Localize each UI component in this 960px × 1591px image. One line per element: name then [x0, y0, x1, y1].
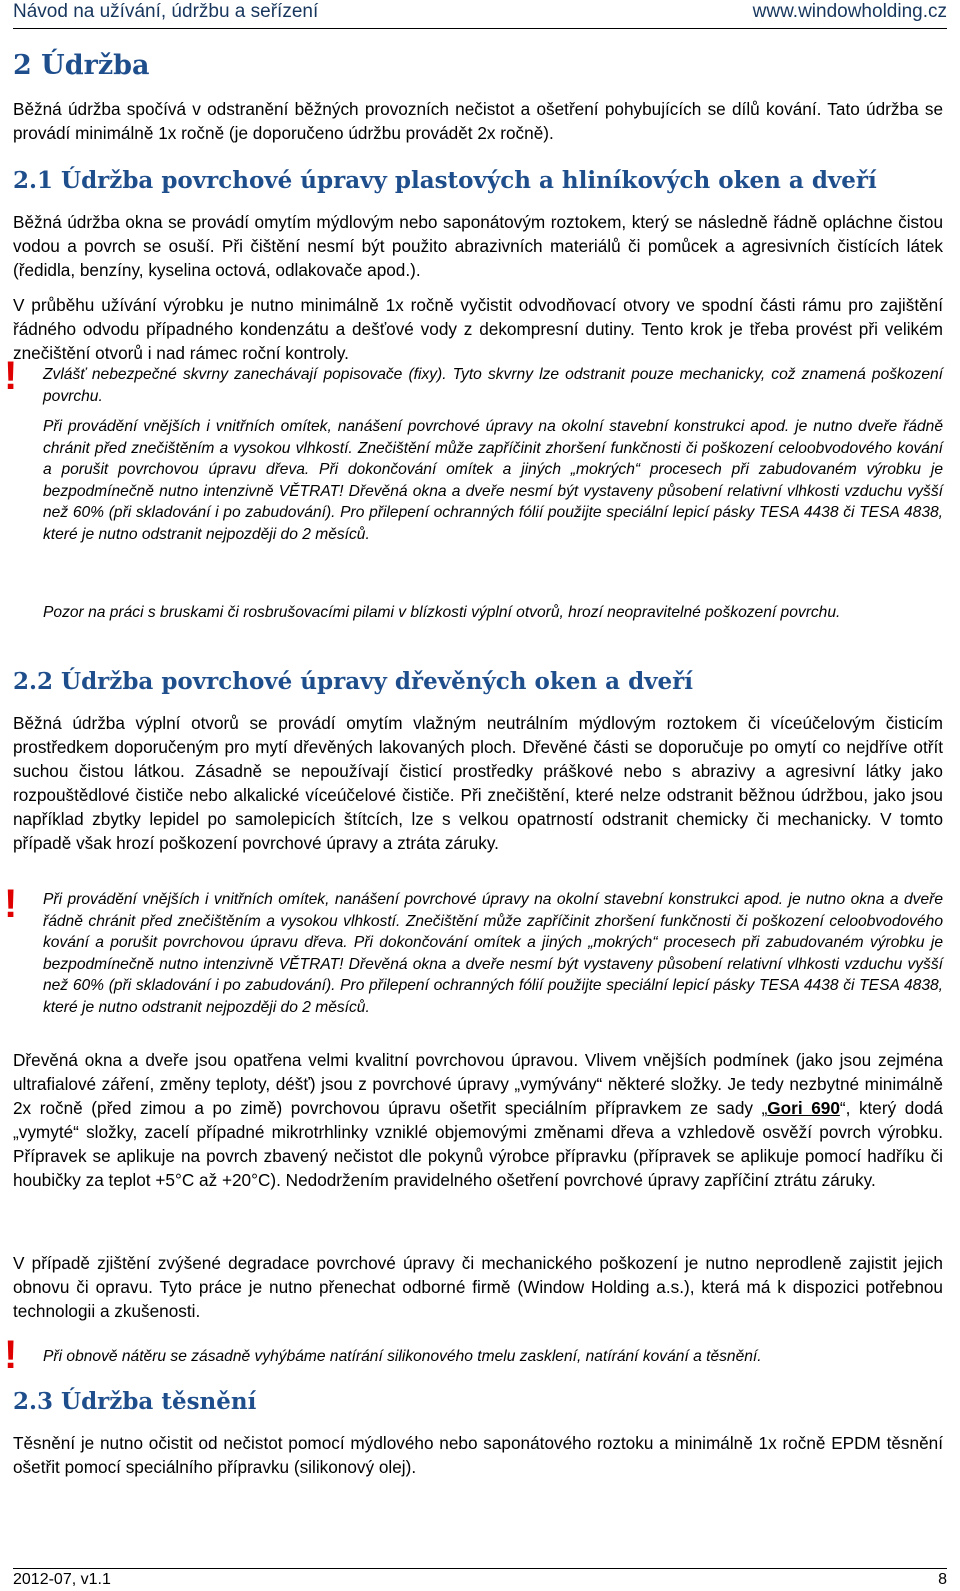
warning-icon: ! [4, 354, 18, 398]
warning-note: Pozor na práci s bruskami či rosbrušovacími pilami v blízkosti výplní otvorů, hrozí neopravitelné poškození povrchu. [43, 604, 841, 621]
paragraph: Těsnění je nutno očistit od nečistot pomocí mýdlového nebo saponátového roztoku a minimálně 1x ročně EPDM těsnění ošetřit pomocí speciálního přípravku (silikonový olej). [13, 1433, 943, 1477]
paragraph-text: “, který dodá „vymyté“ složky, zacelí případné mikrotrhlinky vzniklé objemovými změnami dřeva a vzhledově osvěží povrch výrobku. Přípravek se aplikuje na povrch zbavený nečistot dle pokynů výrobce přípravku (přípravek se aplikuje pomocí hadříku či houbičky za teplot +5°C až +20°C). Nedodržením pravidelného ošetření povrchové úpravy zapříčiní ztrátu záruky. [13, 1098, 943, 1190]
footer-rule [13, 1568, 947, 1569]
page-header [13, 0, 947, 29]
warning-note: Zvlášť nebezpečné skvrny zanechávají popisovače (fixy). Tyto skvrny lze odstranit pouze mechanicky, což znamená poškození povrchu. [43, 366, 943, 405]
paragraph: V případě zjištění zvýšené degradace povrchové úpravy či mechanického poškození je nutno neprodleně zajistit jejich obnovu či opravu. Tyto práce je nutno přenechat odborné firmě (Window Holding a.s.), která má k dispozici potřebnou technologii a zkušenosti. [13, 1253, 943, 1321]
website-url: www.windowholding.cz [752, 1, 947, 22]
warning-icon: ! [4, 1333, 18, 1377]
document-title: Návod na užívání, údržbu a seřízení [13, 1, 319, 22]
footer-version: 2012-07, v1.1 [13, 1571, 111, 1588]
paragraph: Běžná údržba spočívá v odstranění běžných provozních nečistot a ošetření pohybujících se dílů kování. Tato údržba se provádí minimálně 1x ročně (je doporučeno údržbu provádět 2x ročně). [13, 99, 943, 143]
paragraph: V průběhu užívání výrobku je nutno minimálně 1x ročně vyčistit odvodňovací otvory ve spodní části rámu pro zajištění řádného odvodu případného kondenzátu a dešťové vody z dekompresní dutiny. Tento krok je třeba provést při velikém znečištění otvorů i nad rámec roční kontroly. [13, 295, 943, 363]
paragraph-text: Dřevěná okna a dveře jsou opatřena velmi kvalitní povrchovou úpravou. Vlivem vnějších podmínek (jako jsou zejména ultrafialové záření, změny teploty, déšť) jsou z povrchové úpravy „vymývány“ některé složky. Je tedy nezbytné minimálně 2x ročně (před zimou a po zimě) povrchovou úpravu ošetřit speciálním přípravkem ze sady „ [13, 1050, 943, 1118]
warning-note: Při obnově nátěru se zásadně vyhýbáme natírání silikonového tmelu zasklení, natírání kování a těsnění. [43, 1348, 762, 1365]
warning-icon: ! [4, 882, 18, 926]
paragraph [13, 1048, 943, 1192]
section-heading-2-2: 2.2 Údržba povrchové úpravy dřevěných oken a dveří [13, 668, 694, 695]
paragraph: Běžná údržba výplní otvorů se provádí omytím vlažným neutrálním mýdlovým roztokem či víceúčelovým čisticím prostředkem doporučeným pro mytí dřevěných lakovaných ploch. Dřevěné části se doporučuje po omytí co nejdříve otřít suchou čistou látkou. Zásadně se nepoužívají čisticí prostředky práškové nebo s abrazivy a agresivní látky jako rozpouštědlové čističe nebo alkalické víceúčelové čističe. Při znečištění, které nelze odstranit běžnou údržbou, jako jsou například zbytky lepidel po samolepicích štítcích, lze s velkou opatrností odstranit chemicky či mechanicky. V tomto případě však hrozí poškození povrchové úpravy a ztráta záruky. [13, 713, 943, 853]
warning-note: Při provádění vnějších i vnitřních omítek, nanášení povrchové úpravy na okolní stavební konstrukci apod. je nutno okna a dveře řádně chránit před znečištěním a vysokou vlhkostí. Znečištění může zapříčinit zhoršení funkčnosti či poškození celoobvodového kování a porušit povrchovou úpravu dřeva. Při dokončování omítek a jiných „mokrých“ procesech při zabudovaném výrobku je bezpodmínečně nutno intenzivně VĚTRAT! Dřevěná okna a dveře nesmí být vystaveny působení relativní vlhkosti vzduchu vyšší než 60% (při skladování i po zabudování). Pro přilepení ochranných fólií použijte speciální lepicí pásky TESA 4438 či TESA 4838, které je nutno odstranit nejpozději do 2 měsíců. [43, 891, 943, 1016]
section-heading-2: 2 Údržba [13, 50, 150, 81]
section-heading-2-1: 2.1 Údržba povrchové úpravy plastových a hliníkových oken a dveří [13, 167, 877, 194]
page-number: 8 [938, 1571, 947, 1588]
paragraph: Běžná údržba okna se provádí omytím mýdlovým nebo saponátovým roztokem, který se následně řádně opláchne čistou vodou a povrch se osuší. Při čištění nesmí být použito abrazivních materiálů či pomůcek a agresivních čistících látek (ředidla, benzíny, kyselina octová, odlakovače apod.). [13, 212, 943, 280]
section-heading-2-3: 2.3 Údržba těsnění [13, 1388, 257, 1415]
warning-note: Při provádění vnějších i vnitřních omítek, nanášení povrchové úpravy na okolní stavební konstrukci apod. je nutno dveře řádně chránit před znečištěním a vysokou vlhkostí. Znečištění může zapříčinit zhoršení funkčnosti či poškození celoobvodového kování a porušit povrchovou úpravu dřeva. Při dokončování omítek a jiných „mokrých“ procesech při zabudovaném výrobku je bezpodmínečně nutno intenzivně VĚTRAT! Dřevěná okna a dveře nesmí být vystaveny působení relativní vlhkosti vzduchu vyšší než 60% (při skladování i po zabudování). Pro přilepení ochranných fólií použijte speciální lepicí pásky TESA 4438 či TESA 4838, které je nutno odstranit nejpozději do 2 měsíců. [43, 418, 943, 543]
product-name: Gori 690 [767, 1098, 840, 1118]
